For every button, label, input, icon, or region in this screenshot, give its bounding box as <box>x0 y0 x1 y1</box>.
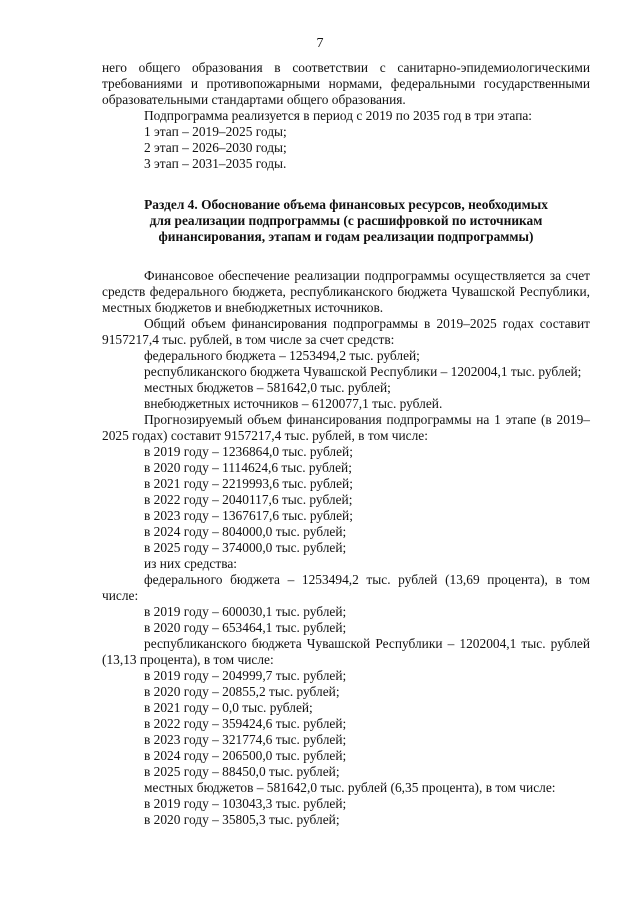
year-item: в 2021 году – 2219993,6 тыс. рублей; <box>144 476 353 491</box>
period-paragraph: Подпрограмма реализуется в период с 2019 по 2035 год в три этапа: <box>144 108 533 123</box>
source-item-federal: федерального бюджета – 1253494,2 тыс. рублей; <box>144 348 420 363</box>
year-item: в 2023 году – 321774,6 тыс. рублей; <box>144 732 347 747</box>
intro-paragraph: него общего образования в соответствии с санитарно-эпидемиологическими требованиями и противопожарными нормами, федеральными государственными образовательными стандартами общего образования. <box>102 60 590 107</box>
year-item: в 2022 году – 359424,6 тыс. рублей; <box>144 716 347 731</box>
year-item: в 2019 году – 204999,7 тыс. рублей; <box>144 668 347 683</box>
of-them-label: из них средства: <box>144 556 238 571</box>
year-item: в 2020 году – 35805,3 тыс. рублей; <box>144 812 340 827</box>
stage-item: 1 этап – 2019–2025 годы; <box>144 124 287 139</box>
federal-paragraph: федерального бюджета – 1253494,2 тыс. рублей (13,69 процента), в том числе: <box>102 572 590 603</box>
document-body <box>102 60 590 828</box>
page-number: 7 <box>316 36 324 51</box>
financing-paragraph: Финансовое обеспечение реализации подпрограммы осуществляется за счет средств федерального бюджета, республиканского бюджета Чувашской Республики, местных бюджетов и внебюджетных источников. <box>102 268 590 315</box>
year-item: в 2019 году – 103043,3 тыс. рублей; <box>144 796 347 811</box>
local-paragraph: местных бюджетов – 581642,0 тыс. рублей (6,35 процента), в том числе: <box>144 780 556 795</box>
year-item: в 2020 году – 20855,2 тыс. рублей; <box>144 684 340 699</box>
source-item-republic: республиканского бюджета Чувашской Республики – 1202004,1 тыс. рублей; <box>144 364 582 379</box>
year-item: в 2024 году – 804000,0 тыс. рублей; <box>144 524 347 539</box>
stage-item: 3 этап – 2031–2035 годы. <box>144 156 287 171</box>
year-item: в 2019 году – 1236864,0 тыс. рублей; <box>144 444 353 459</box>
source-item-extra: внебюджетных источников – 6120077,1 тыс. рублей. <box>144 396 443 411</box>
year-item: в 2019 году – 600030,1 тыс. рублей; <box>144 604 347 619</box>
source-item-local: местных бюджетов – 581642,0 тыс. рублей; <box>144 380 391 395</box>
year-item: в 2025 году – 374000,0 тыс. рублей; <box>144 540 347 555</box>
republic-paragraph: республиканского бюджета Чувашской Республики – 1202004,1 тыс. рублей (13,13 процента), в том числе: <box>102 636 590 667</box>
year-item: в 2022 году – 2040117,6 тыс. рублей; <box>144 492 353 507</box>
stage-item: 2 этап – 2026–2030 годы; <box>144 140 287 155</box>
section-heading-line: для реализации подпрограммы (с расшифровкой по источникам <box>149 213 543 228</box>
year-item: в 2021 году – 0,0 тыс. рублей; <box>144 700 313 715</box>
total-paragraph: Общий объем финансирования подпрограммы в 2019–2025 годах составит 9157217,4 тыс. рублей, в том числе за счет средств: <box>102 316 590 347</box>
section-heading <box>102 197 590 245</box>
year-item: в 2020 году – 1114624,6 тыс. рублей; <box>144 460 352 475</box>
section-heading-line: Раздел 4. Обоснование объема финансовых ресурсов, необходимых <box>144 197 548 212</box>
year-item: в 2025 году – 88450,0 тыс. рублей; <box>144 764 340 779</box>
year-item: в 2023 году – 1367617,6 тыс. рублей; <box>144 508 353 523</box>
forecast-paragraph: Прогнозируемый объем финансирования подпрограммы на 1 этапе (в 2019–2025 годах) составит 9157217,4 тыс. рублей, в том числе: <box>102 412 590 443</box>
year-item: в 2020 году – 653464,1 тыс. рублей; <box>144 620 347 635</box>
year-item: в 2024 году – 206500,0 тыс. рублей; <box>144 748 347 763</box>
section-heading-line: финансирования, этапам и годам реализации подпрограммы) <box>158 229 534 244</box>
